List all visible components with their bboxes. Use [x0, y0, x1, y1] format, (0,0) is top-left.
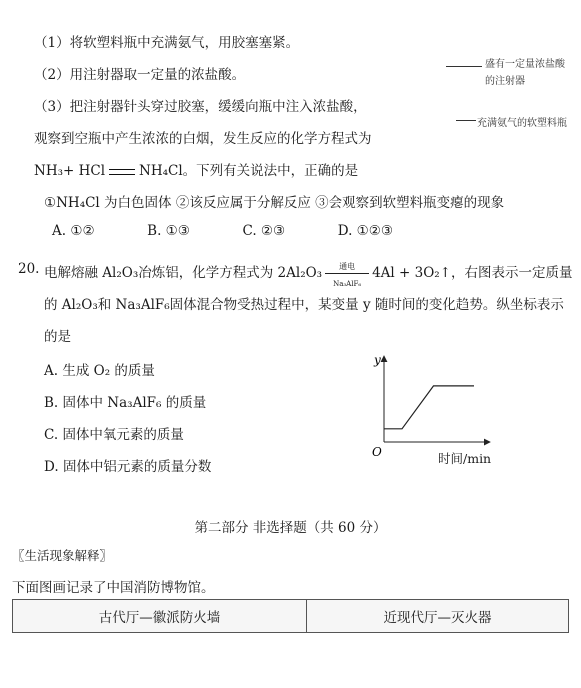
q20-option-b[interactable]: B. 固体中 Na₃AlF₆ 的质量	[44, 395, 207, 411]
option-c[interactable]: C. ②③	[242, 223, 286, 239]
trend-chart-svg	[368, 350, 508, 462]
q20-line1-a: 电解熔融 Al₂O₃冶炼铝，化学方程式为 2Al₂O₃	[44, 265, 323, 281]
option-b[interactable]: B. ①③	[147, 223, 190, 239]
section-heading: 〖生活现象解释〗	[12, 548, 113, 563]
q19-step3: （3）把注射器针头穿过胶塞，缓缓向瓶中注入浓盐酸，	[34, 99, 367, 115]
q20-number: 20.	[18, 261, 40, 277]
reaction-condition: 通电 Na₃AlF₆	[325, 267, 369, 281]
label-leader-2	[456, 120, 476, 121]
origin-label: O	[372, 445, 382, 459]
series-line	[384, 386, 474, 429]
q20-option-d[interactable]: D. 固体中铝元素的质量分数	[44, 459, 212, 475]
syringe-label-line2: 的注射器	[485, 76, 525, 87]
part2-intro: 下面图画记录了中国消防博物馆。	[12, 580, 215, 596]
museum-table	[12, 599, 569, 633]
q19-step1: （1）将软塑料瓶中充满氨气，用胶塞塞紧。	[34, 35, 300, 51]
q20-option-a[interactable]: A. 生成 O₂ 的质量	[44, 363, 155, 379]
table-cell-ancient: 古代厅—徽派防火墙	[13, 600, 307, 633]
bottle-label: 充满氨气的软塑料瓶	[477, 118, 567, 129]
equation-left: NH₃+ HCl	[34, 163, 106, 179]
q20-line2: 的 Al₂O₃和 Na₃AlF₆固体混合物受热过程中，某变量 y 随时间的变化趋势。纵坐标表示	[44, 297, 564, 313]
q20-line1	[44, 261, 573, 288]
option-a[interactable]: A. ①②	[52, 223, 95, 239]
q20-line3: 的是	[44, 329, 71, 345]
q19-statements: ①NH₄Cl 为白色固体 ②该反应属于分解反应 ③会观察到软塑料瓶变瘪的现象	[44, 195, 505, 211]
x-axis-label: 时间/min	[438, 451, 492, 466]
equals-sign	[109, 169, 135, 175]
q20-line1-b: 4Al + 3O₂↑，右图表示一定质量	[372, 265, 573, 281]
equation-right: NH₄Cl。下列有关说法中，正确的是	[139, 163, 359, 179]
syringe-label-line1: 盛有一定量浓盐酸	[485, 59, 565, 70]
trend-chart	[368, 350, 508, 466]
q19-step2: （2）用注射器取一定量的浓盐酸。	[34, 67, 246, 83]
q20-option-c[interactable]: C. 固体中氧元素的质量	[44, 427, 184, 443]
q19-equation	[34, 159, 358, 179]
q19-step3b: 观察到空瓶中产生浓浓的白烟，发生反应的化学方程式为	[34, 131, 372, 147]
y-axis-label: y	[374, 353, 381, 367]
table-cell-modern: 近现代厅—灭火器	[306, 600, 568, 633]
q19-options	[52, 223, 393, 239]
part2-title: 第二部分 非选择题（共 60 分）	[194, 520, 387, 536]
label-leader-1	[446, 66, 482, 67]
option-d[interactable]: D. ①②③	[337, 223, 393, 239]
table-row	[13, 600, 569, 633]
